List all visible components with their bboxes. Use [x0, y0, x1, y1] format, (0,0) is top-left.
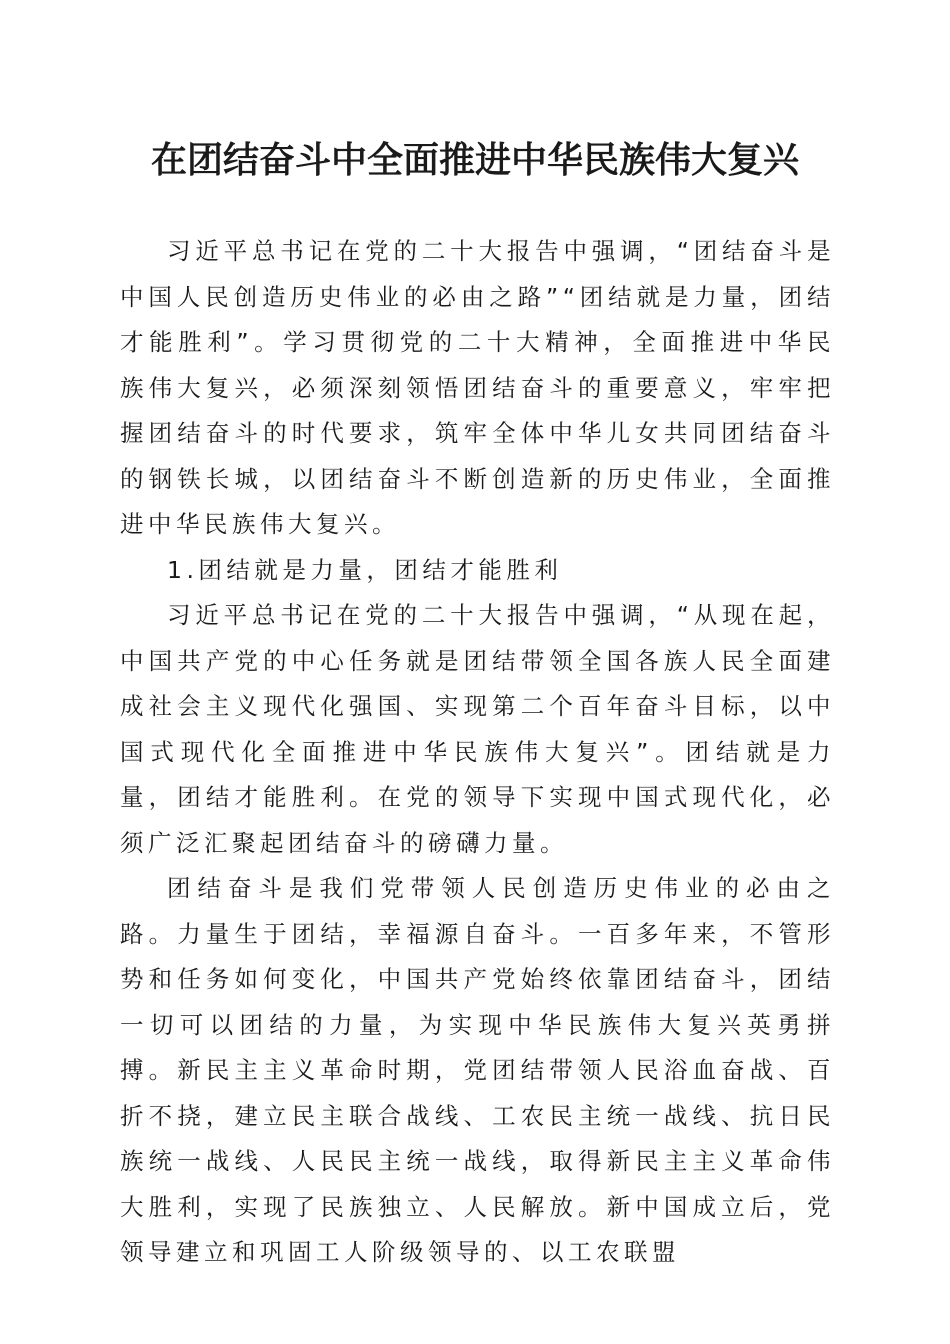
section-heading-1: 1.团结就是力量，团结才能胜利: [167, 555, 563, 584]
document-title: 在团结奋斗中全面推进中华民族伟大复兴: [150, 139, 799, 181]
document-body: [120, 229, 835, 1276]
paragraph-unity-struggle: 团结奋斗是我们党带领人民创造历史伟业的必由之路。力量生于团结，幸福源自奋斗。一百多年来，不管形势和任务如何变化，中国共产党始终依靠团结奋斗，团结一切可以团结的力量，为实现中华民族伟大复兴英勇拼搏。新民主主义革命时期，党团结带领人民浴血奋战、百折不挠，建立民主联合战线、工农民主统一战线、抗日民族统一战线、人民民主统一战线，取得新民主主义革命伟大胜利，实现了民族独立、人民解放。新中国成立后，党领导建立和巩固工人阶级领导的、以工农联盟: [120, 874, 835, 1266]
paragraph-intro: 习近平总书记在党的二十大报告中强调，“团结奋斗是中国人民创造历史伟业的必由之路”“团结就是力量，团结才能胜利”。学习贯彻党的二十大精神，全面推进中华民族伟大复兴，必须深刻领悟团结奋斗的重要意义，牢牢把握团结奋斗的时代要求，筑牢全体中华儿女共同团结奋斗的钢铁长城，以团结奋斗不断创造新的历史伟业，全面推进中华民族伟大复兴。: [120, 237, 835, 538]
paragraph-section-1: 习近平总书记在党的二十大报告中强调，“从现在起，中国共产党的中心任务就是团结带领全国各族人民全面建成社会主义现代化强国、实现第二个百年奋斗目标，以中国式现代化全面推进中华民族伟大复兴”。团结就是力量，团结才能胜利。在党的领导下实现中国式现代化，必须广泛汇聚起团结奋斗的磅礴力量。: [120, 601, 835, 857]
